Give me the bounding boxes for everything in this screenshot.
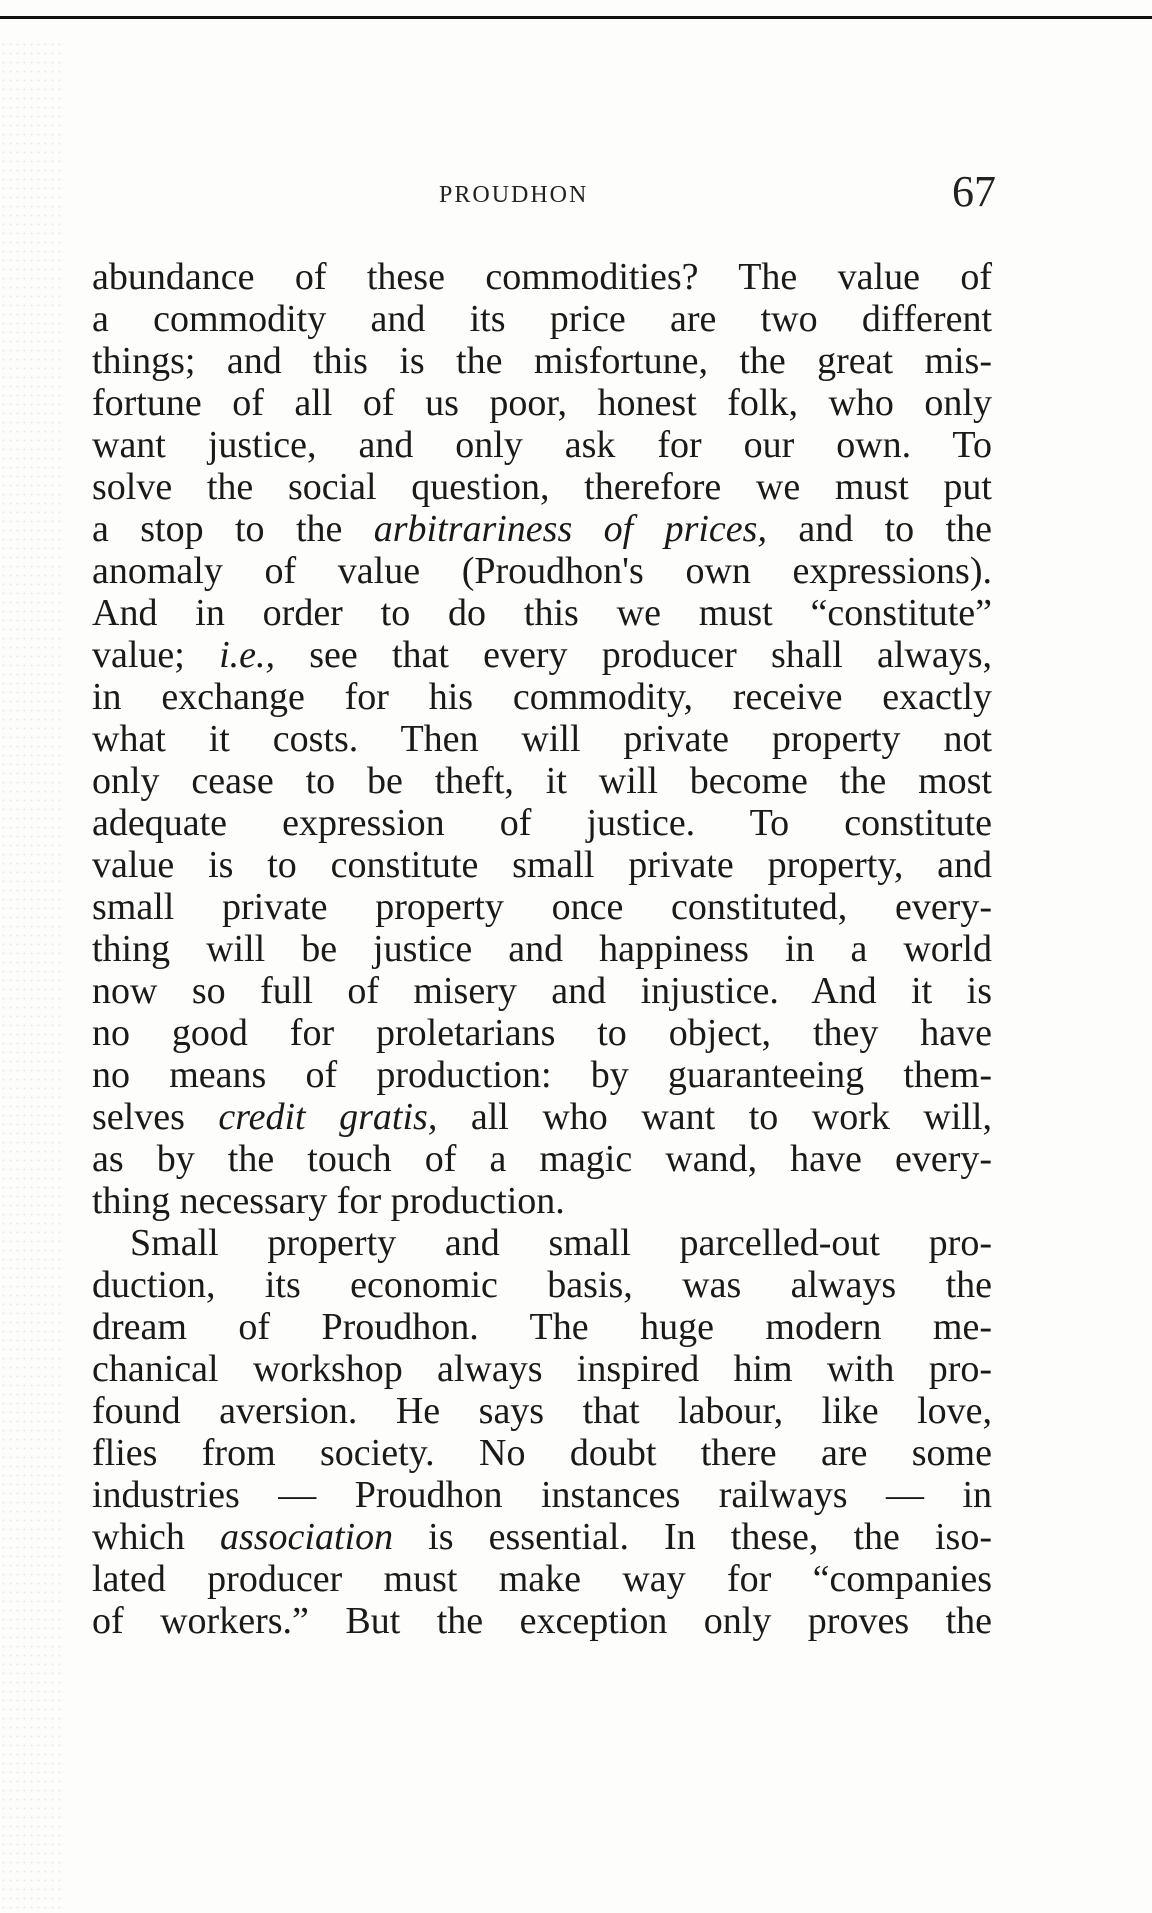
text-line: of workers.” But the exception only proves the <box>92 1600 992 1642</box>
italic-phrase: credit gratis, <box>218 1096 438 1138</box>
text-line: no means of production: by guaranteeing them- <box>92 1054 992 1096</box>
text-line: in exchange for his commodity, receive exactly <box>92 676 992 718</box>
text-line: solve the social question, therefore we must put <box>92 466 992 508</box>
text-line: want justice, and only ask for our own. To <box>92 424 992 466</box>
top-border-rule <box>0 16 1152 19</box>
body-text <box>92 256 992 1642</box>
italic-phrase: association <box>219 1516 394 1558</box>
text-line: a commodity and its price are two different <box>92 298 992 340</box>
text-line: no good for proletarians to object, they have <box>92 1012 992 1054</box>
text-line: adequate expression of justice. To constitute <box>92 802 992 844</box>
italic-phrase: arbitrariness of prices, <box>373 508 767 550</box>
text-line: lated producer must make way for “companies <box>92 1558 992 1600</box>
text-line: anomaly of value (Proudhon's own expressions). <box>92 550 992 592</box>
page-number: 67 <box>952 167 996 216</box>
text-line: fortune of all of us poor, honest folk, who only <box>92 382 992 424</box>
text-line: only cease to be theft, it will become the most <box>92 760 992 802</box>
text-line: industries — Proudhon instances railways — in <box>92 1474 992 1516</box>
text-line: what it costs. Then will private property not <box>92 718 992 760</box>
text-line: duction, its economic basis, was always the <box>92 1264 992 1306</box>
text-line: thing necessary for production. <box>92 1180 565 1222</box>
text-line: as by the touch of a magic wand, have every- <box>92 1138 992 1180</box>
text-line: which association is essential. In these, the iso- <box>92 1516 992 1558</box>
text-line: dream of Proudhon. The huge modern me- <box>92 1306 992 1348</box>
text-line: now so full of misery and injustice. And it is <box>92 970 992 1012</box>
text-line: value; i.e., see that every producer shall always, <box>92 634 992 676</box>
text-line: chanical workshop always inspired him with pro- <box>92 1348 992 1390</box>
text-line: flies from society. No doubt there are some <box>92 1432 992 1474</box>
running-title: PROUDHON <box>439 182 589 208</box>
text-line: small private property once constituted, every- <box>92 886 992 928</box>
text-line: selves credit gratis, all who want to work will, <box>92 1096 992 1138</box>
paragraph-1 <box>92 256 992 1222</box>
scan-margin-speckle <box>0 40 64 1913</box>
italic-phrase: i.e., <box>219 634 275 676</box>
text-line: Small property and small parcelled-out pro- <box>130 1222 992 1264</box>
text-line: a stop to the arbitrariness of prices, and to the <box>92 508 992 550</box>
text-line: value is to constitute small private property, and <box>92 844 992 886</box>
text-line: thing will be justice and happiness in a world <box>92 928 992 970</box>
text-line: abundance of these commodities? The value of <box>92 256 992 298</box>
text-line: And in order to do this we must “constitute” <box>92 592 992 634</box>
paragraph-2 <box>92 1222 992 1642</box>
running-head <box>96 167 996 232</box>
text-line: found aversion. He says that labour, like love, <box>92 1390 992 1432</box>
text-line: things; and this is the misfortune, the great mis- <box>92 340 992 382</box>
